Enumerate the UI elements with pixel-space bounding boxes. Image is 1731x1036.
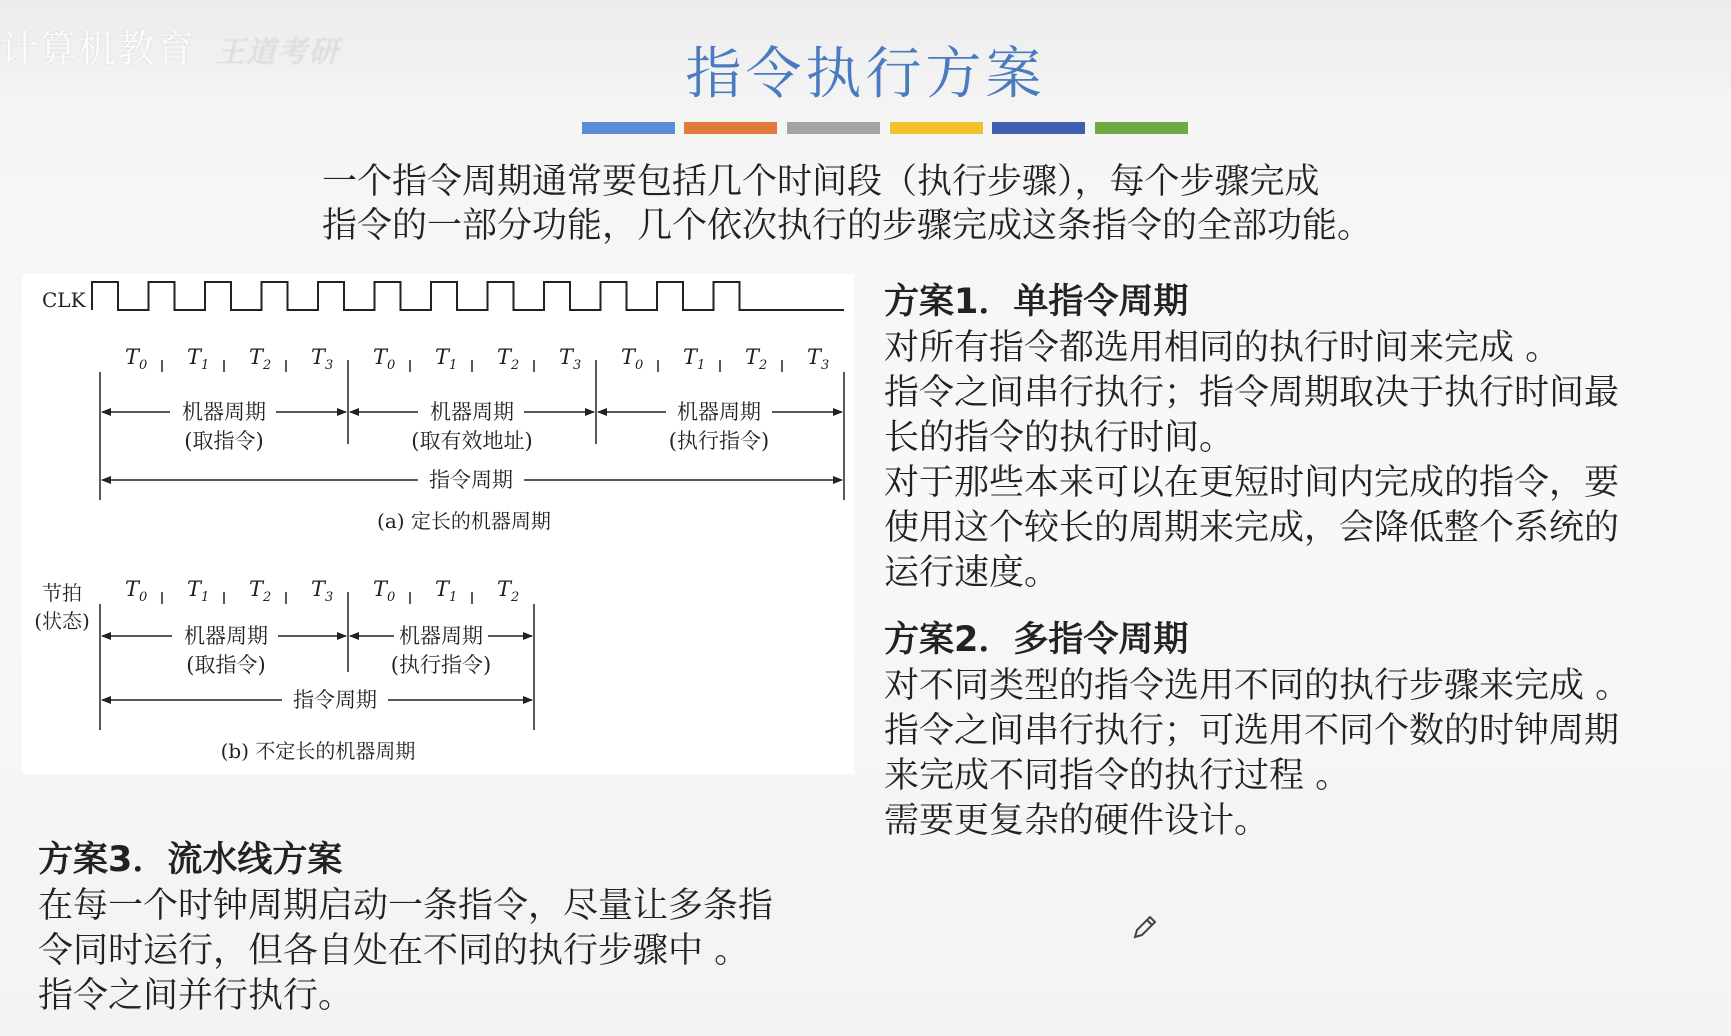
caption-b: (b) 不定长的机器周期 — [220, 739, 416, 763]
timing-diagram-svg — [22, 274, 854, 774]
beat-label: $T_2$ — [249, 577, 272, 605]
clk-waveform — [92, 282, 844, 310]
watermark-script: 王道考研 — [215, 35, 340, 70]
beat-label: $T_3$ — [311, 345, 334, 373]
watermark-brand: 计算机教育 — [0, 27, 196, 71]
phase-address-label: (取有效地址) — [411, 429, 533, 453]
scheme3-line: 指令之间并行执行。 — [38, 976, 354, 1016]
phase-execute-label: (执行指令) — [668, 429, 770, 453]
instruction-cycle-label: 指令周期 — [429, 468, 513, 492]
scheme2-heading: 方案2．多指令周期 — [884, 620, 1189, 660]
beat-labels-a — [125, 345, 829, 373]
machine-cycle-label: 机器周期 — [182, 400, 266, 424]
color-bar — [890, 122, 983, 134]
scheme3-section — [38, 836, 773, 1019]
machine-cycle-label: 机器周期 — [399, 624, 483, 648]
beat-label: $T_2$ — [249, 345, 272, 373]
beat-label: $T_0$ — [621, 345, 644, 373]
scheme3-heading: 方案3．流水线方案 — [38, 840, 343, 880]
beat-label: $T_0$ — [125, 577, 148, 605]
beat-label: $T_2$ — [497, 577, 520, 605]
beat-label: $T_0$ — [373, 345, 396, 373]
beat-label: $T_1$ — [187, 577, 210, 605]
scheme1-line: 长的指令的执行时间。 — [884, 418, 1235, 458]
phase-fetch-label: (取指令) — [186, 653, 266, 677]
intro-line: 指令的一部分功能，几个依次执行的步骤完成这条指令的全部功能。 — [322, 206, 1373, 246]
scheme2-line: 指令之间串行执行；可选用不同个数的时钟周期 — [884, 711, 1620, 751]
machine-cycle-label: 机器周期 — [184, 624, 268, 648]
scheme2-line: 需要更复杂的硬件设计。 — [884, 801, 1270, 841]
beat-label: $T_0$ — [373, 577, 396, 605]
color-bar — [684, 122, 777, 134]
phase-execute-label: (执行指令) — [390, 653, 492, 677]
intro-text — [322, 160, 1372, 248]
beat-label-line2: (状态) — [34, 609, 90, 633]
scheme2-line: 来完成不同指令的执行过程 。 — [884, 756, 1351, 796]
beat-label: $T_1$ — [435, 345, 458, 373]
timing-diagram — [22, 274, 854, 774]
scheme1-line: 对于那些本来可以在更短时间内完成的指令，要 — [884, 463, 1620, 503]
machine-cycle-label: 机器周期 — [430, 400, 514, 424]
scheme1-line: 对所有指令都选用相同的执行时间来完成 。 — [884, 328, 1561, 368]
beat-label: $T_3$ — [807, 345, 830, 373]
pencil-icon[interactable] — [1130, 912, 1160, 942]
color-bar — [787, 122, 880, 134]
clk-label: CLK — [42, 288, 86, 312]
scheme3-line: 令同时运行，但各自处在不同的执行步骤中 。 — [38, 931, 750, 971]
scheme2-section — [884, 616, 1630, 844]
scheme1-line: 使用这个较长的周期来完成，会降低整个系统的 — [884, 508, 1620, 548]
beat-label: $T_3$ — [559, 345, 582, 373]
beat-label: $T_0$ — [125, 345, 148, 373]
machine-cycle-label: 机器周期 — [677, 400, 761, 424]
caption-a: (a) 定长的机器周期 — [377, 509, 551, 533]
beat-label: $T_1$ — [187, 345, 210, 373]
page-title: 指令执行方案 — [685, 42, 1046, 107]
beat-label-line1: 节拍 — [42, 581, 82, 605]
scheme1-line: 指令之间串行执行；指令周期取决于执行时间最 — [884, 373, 1620, 413]
scheme3-line: 在每一个时钟周期启动一条指令，尽量让多条指 — [38, 886, 774, 926]
beat-label: $T_2$ — [745, 345, 768, 373]
beat-labels-b — [125, 577, 519, 605]
scheme1-heading: 方案1．单指令周期 — [884, 282, 1189, 322]
beat-label: $T_2$ — [497, 345, 520, 373]
diagram-b — [34, 577, 534, 763]
scheme2-line: 对不同类型的指令选用不同的执行步骤来完成 。 — [884, 666, 1631, 706]
color-bar — [582, 122, 675, 134]
instruction-cycle-label: 指令周期 — [293, 688, 377, 712]
beat-label: $T_1$ — [435, 577, 458, 605]
color-bar — [992, 122, 1085, 134]
beat-label: $T_1$ — [683, 345, 706, 373]
intro-line: 一个指令周期通常要包括几个时间段（执行步骤），每个步骤完成 — [322, 162, 1320, 202]
color-bar — [1095, 122, 1188, 134]
phase-fetch-label: (取指令) — [184, 429, 264, 453]
beat-label: $T_3$ — [311, 577, 334, 605]
scheme1-section — [884, 278, 1619, 596]
scheme1-line: 运行速度。 — [884, 553, 1060, 593]
diagram-a — [42, 282, 844, 533]
